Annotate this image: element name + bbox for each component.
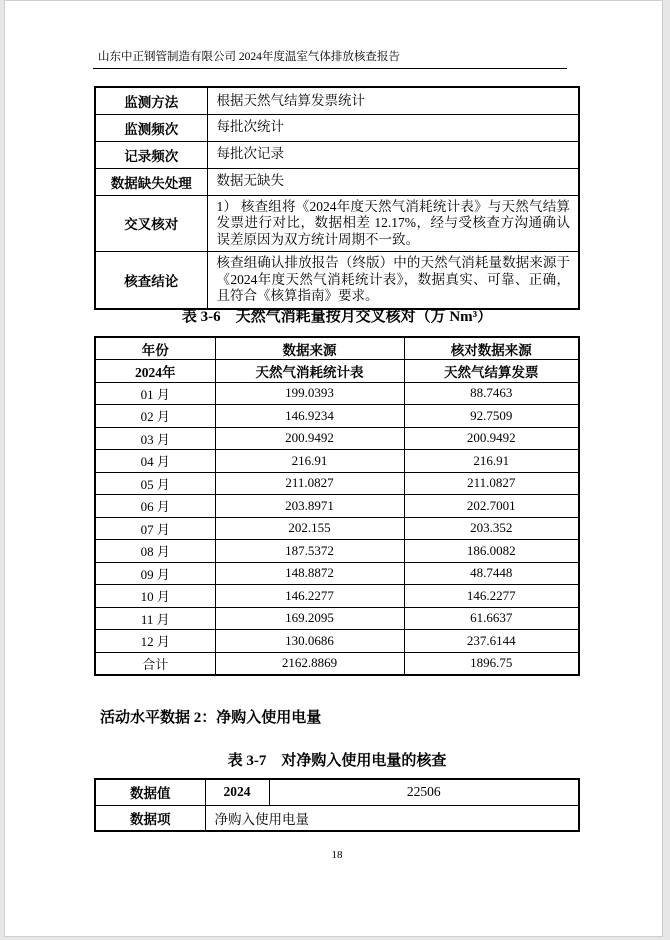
month-row [95,450,579,473]
month-cell: 07 月 [95,517,215,540]
month-cell: 01 月 [95,382,215,405]
row-label: 监测频次 [95,114,207,141]
activity-data-2-heading: 活动水平数据 2：净购入使用电量 [100,710,322,726]
check-column-header: 核对数据来源 [404,337,579,360]
row-label: 数据缺失处理 [95,168,207,195]
month-row [95,585,579,608]
check-value: 146.2277 [404,585,579,608]
year-cell: 2024 [205,779,269,805]
source-value: 130.0686 [215,630,404,653]
month-row [95,517,579,540]
source-value: 200.9492 [215,427,404,450]
check-value: 211.0827 [404,472,579,495]
source-value: 202.155 [215,517,404,540]
year-cell: 2024年 [95,360,215,383]
month-cell: 04 月 [95,450,215,473]
source-value: 148.8872 [215,562,404,585]
check-value: 92.7509 [404,405,579,428]
year-column-header: 年份 [95,337,215,360]
source-value: 146.2277 [215,585,404,608]
month-row [95,562,579,585]
month-row [95,472,579,495]
month-row [95,382,579,405]
row-label: 核查结论 [95,252,207,309]
row-value: 1） 核查组将《2024年度天然气消耗统计表》与天然气结算发票进行对比，数据相差 12.17%，经与受核查方沟通确认误差原因为双方统计周期不一致。 [207,195,579,252]
check-name-cell: 天然气结算发票 [404,360,579,383]
source-value: 199.0393 [215,382,404,405]
check-value: 216.91 [404,450,579,473]
monitoring-method-row [95,87,579,114]
total-label: 合计 [95,652,215,675]
check-value: 61.6637 [404,607,579,630]
check-value: 48.7448 [404,562,579,585]
source-value: 146.9234 [215,405,404,428]
row-label: 数据值 [95,779,205,805]
month-cell: 02 月 [95,405,215,428]
monitoring-info-table [94,86,580,310]
table-subheader-row [95,360,579,383]
cross-check-row [95,195,579,252]
check-value: 203.352 [404,517,579,540]
table-3-7-caption: 表 3-7 对净购入使用电量的核查 [227,753,447,769]
row-label: 数据项 [95,805,205,831]
month-cell: 05 月 [95,472,215,495]
report-header [93,51,567,69]
record-frequency-row [95,141,579,168]
source-name-cell: 天然气消耗统计表 [215,360,404,383]
month-cell: 08 月 [95,540,215,563]
row-label: 记录频次 [95,141,207,168]
month-cell: 10 月 [95,585,215,608]
check-value: 186.0082 [404,540,579,563]
check-value: 237.6144 [404,630,579,653]
source-value: 216.91 [215,450,404,473]
row-value: 根据天然气结算发票统计 [207,87,579,114]
check-value: 88.7463 [404,382,579,405]
page-number: 18 [331,849,343,861]
missing-data-row [95,168,579,195]
row-value: 每批次记录 [207,141,579,168]
month-row [95,607,579,630]
check-value: 200.9492 [404,427,579,450]
report-title: 山东中正钢管制造有限公司 2024年度温室气体排放核查报告 [98,51,400,63]
source-value: 203.8971 [215,495,404,518]
data-value-row [95,779,579,805]
row-value: 每批次统计 [207,114,579,141]
row-label: 交叉核对 [95,195,207,252]
data-item-row [95,805,579,831]
value-cell: 22506 [269,779,579,805]
source-value: 211.0827 [215,472,404,495]
monitoring-frequency-row [95,114,579,141]
month-cell: 09 月 [95,562,215,585]
check-value: 202.7001 [404,495,579,518]
item-cell: 净购入使用电量 [205,805,579,831]
source-column-header: 数据来源 [215,337,404,360]
table-3-6-caption: 表 3-6 天然气消耗量按月交叉核对（万 Nm³） [181,309,493,325]
source-value: 187.5372 [215,540,404,563]
month-cell: 03 月 [95,427,215,450]
month-cell: 12 月 [95,630,215,653]
total-check-value: 1896.75 [404,652,579,675]
month-row [95,405,579,428]
source-value: 169.2095 [215,607,404,630]
electricity-check-table [94,778,580,832]
total-source-value: 2162.8869 [215,652,404,675]
total-row [95,652,579,675]
verification-conclusion-row [95,252,579,309]
table-header-row [95,337,579,360]
month-row [95,540,579,563]
row-value: 核查组确认排放报告（终版）中的天然气消耗量数据来源于《2024年度天然气消耗统计表》，数据真实、可靠、正确，且符合《核算指南》要求。 [207,252,579,309]
row-value: 数据无缺失 [207,168,579,195]
gas-consumption-cross-check-table [94,336,580,676]
row-label: 监测方法 [95,87,207,114]
month-row [95,495,579,518]
month-cell: 06 月 [95,495,215,518]
month-cell: 11 月 [95,607,215,630]
month-row [95,427,579,450]
month-row [95,630,579,653]
document-page [4,0,663,937]
